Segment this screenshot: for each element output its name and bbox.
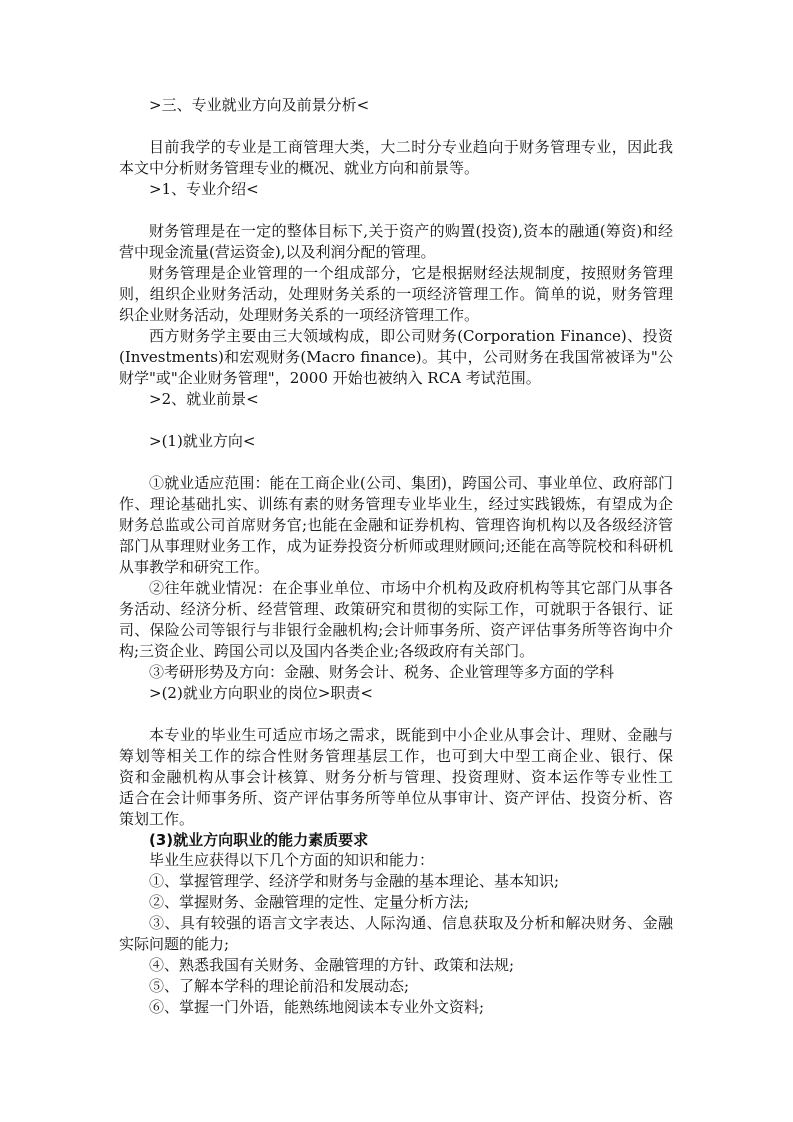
- text-line: ④、熟悉我国有关财务、金融管理的方针、政策和法规;: [149, 956, 515, 974]
- paragraph: [119, 955, 673, 976]
- bold-heading: [119, 830, 673, 850]
- text-line: (3)就业方向职业的能力素质要求: [149, 831, 369, 849]
- text-line: 织企业财务活动，处理财务关系的一项经济管理工作。: [119, 306, 480, 324]
- paragraph: [119, 913, 673, 955]
- text-line: >三、专业就业方向及前景分析<: [149, 96, 370, 114]
- paragraph: [119, 662, 673, 683]
- text-line: 作、理论基础扎实、训练有素的财务管理专业毕业生，经过实践锻炼，有望成为企: [119, 495, 673, 513]
- text-line: 筹划等相关工作的综合性财务管理基层工作，也可到大中型工商企业、银行、保: [119, 747, 673, 765]
- text-line: 从事教学和研究工作。: [119, 558, 270, 576]
- text-line: 适合在会计师事务所、资产评估事务所等单位从事审计、资产评估、投资分析、咨: [119, 789, 673, 807]
- blank-line: [119, 452, 673, 473]
- paragraph: [119, 892, 673, 913]
- paragraph: [119, 221, 673, 263]
- document-body: [119, 95, 673, 1018]
- text-line: 财学"或"企业财务管理"，2000 开始也被纳入 RCA 考试范围。: [119, 369, 541, 387]
- blank-line: [119, 200, 673, 221]
- text-line: 部门从事理财业务工作，成为证券投资分析师或理财顾问;还能在高等院校和科研机: [119, 537, 673, 555]
- text-line: 西方财务学主要由三大领域构成，即公司财务(Corporation Finance)、投资: [149, 327, 673, 345]
- text-line: 目前我学的专业是工商管理大类，大二时分专业趋向于财务管理专业，因此我: [149, 138, 673, 156]
- text-line: ⑤、了解本学科的理论前沿和发展动态;: [149, 977, 410, 995]
- text-line: 财务管理是企业管理的一个组成部分，它是根据财经法规制度，按照财务管理: [149, 264, 673, 282]
- text-line: 构;三资企业、跨国公司以及国内各类企业;各级政府有关部门。: [119, 642, 535, 660]
- text-line: 策划工作。: [119, 810, 195, 828]
- paragraph: [119, 997, 673, 1018]
- text-line: ①就业适应范围：能在工商企业(公司、集团)，跨国公司、事业单位、政府部门: [149, 474, 673, 492]
- text-line: ①、掌握管理学、经济学和财务与金融的基本理论、基本知识;: [149, 872, 560, 890]
- paragraph: [119, 976, 673, 997]
- text-line: 资和金融机构从事会计核算、财务分析与管理、投资理财、资本运作等专业性工: [119, 768, 673, 786]
- text-line: >1、专业介绍<: [149, 180, 259, 198]
- blank-line: [119, 116, 673, 137]
- paragraph: [119, 263, 673, 326]
- text-line: 则，组织企业财务活动，处理财务关系的一项经济管理工作。简单的说，财务管理: [119, 285, 673, 303]
- paragraph: [119, 473, 673, 578]
- text-line: 营中现金流量(营运资金),以及利润分配的管理。: [119, 243, 436, 261]
- text-line: (Investments)和宏观财务(Macro finance)。其中，公司财务在我国常被译为"公: [119, 348, 673, 366]
- text-line: ②往年就业情况：在企事业单位、市场中介机构及政府机构等其它部门从事各: [149, 579, 673, 597]
- blank-line: [119, 704, 673, 725]
- section-heading: [119, 431, 673, 452]
- text-line: 财务总监或公司首席财务官;也能在金融和证券机构、管理咨询机构以及各级经济管: [119, 516, 673, 534]
- text-line: 司、保险公司等银行与非银行金融机构;会计师事务所、资产评估事务所等咨询中介: [119, 621, 673, 639]
- text-line: 毕业生应获得以下几个方面的知识和能力：: [149, 851, 435, 869]
- text-line: 务活动、经济分析、经营管理、政策研究和贯彻的实际工作，可就职于各银行、证: [119, 600, 673, 618]
- text-line: 本文中分析财务管理专业的概况、就业方向和前景等。: [119, 159, 480, 177]
- paragraph: [119, 578, 673, 662]
- section-heading: [119, 179, 673, 200]
- blank-line: [119, 410, 673, 431]
- section-heading: [119, 95, 673, 116]
- paragraph: [119, 871, 673, 892]
- text-line: ③考研形势及方向：金融、财务会计、税务、企业管理等多方面的学科: [149, 663, 615, 681]
- text-line: 财务管理是在一定的整体目标下,关于资产的购置(投资),资本的融通(筹资)和经: [149, 222, 673, 240]
- section-heading: [119, 389, 673, 410]
- text-line: 本专业的毕业生可适应市场之需求，既能到中小企业从事会计、理财、金融与: [149, 726, 673, 744]
- paragraph: [119, 850, 673, 871]
- paragraph: [119, 137, 673, 179]
- text-line: ②、掌握财务、金融管理的定性、定量分析方法;: [149, 893, 470, 911]
- text-line: ③、具有较强的语言文字表达、人际沟通、信息获取及分析和解决财务、金融: [149, 914, 673, 932]
- text-line: >(1)就业方向<: [149, 432, 256, 450]
- section-heading: [119, 683, 673, 704]
- paragraph: [119, 725, 673, 830]
- text-line: >2、就业前景<: [149, 390, 259, 408]
- text-line: >(2)就业方向职业的岗位>职责<: [149, 684, 373, 702]
- paragraph: [119, 326, 673, 389]
- text-line: ⑥、掌握一门外语，能熟练地阅读本专业外文资料;: [149, 998, 485, 1016]
- text-line: 实际问题的能力;: [119, 935, 230, 953]
